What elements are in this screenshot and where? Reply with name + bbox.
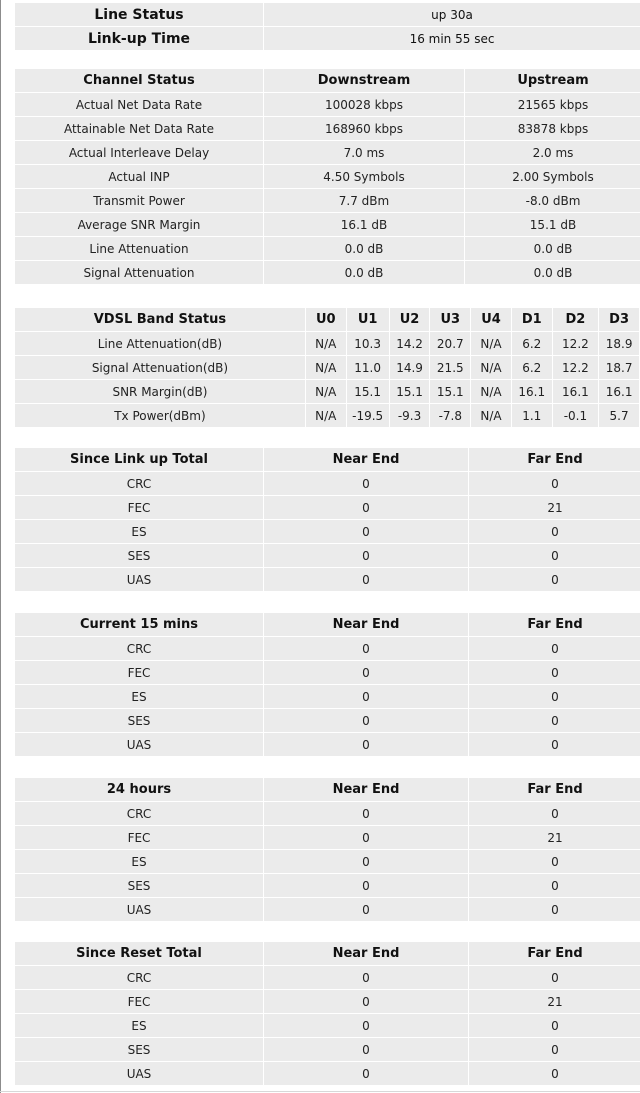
band-value-d2: 12.2 xyxy=(553,332,599,355)
counter-row xyxy=(15,850,640,873)
band-value-u3: -7.8 xyxy=(430,404,470,427)
band-header-u0: U0 xyxy=(306,308,346,331)
band-value-u0: N/A xyxy=(306,332,346,355)
counter-table-header xyxy=(15,448,640,471)
downstream-value: 16.1 dB xyxy=(264,213,464,236)
band-value-u4: N/A xyxy=(471,332,511,355)
channel-status-row xyxy=(15,93,640,116)
channel-status-row xyxy=(15,117,640,140)
band-header-u4: U4 xyxy=(471,308,511,331)
downstream-value: 7.0 ms xyxy=(264,141,464,164)
band-value-d1: 6.2 xyxy=(512,332,552,355)
band-value-d2: 16.1 xyxy=(553,380,599,403)
counter-row xyxy=(15,661,640,684)
counter-label: CRC xyxy=(15,802,263,825)
near-end-header: Near End xyxy=(264,778,468,801)
near-end-value: 0 xyxy=(264,472,468,495)
far-end-value: 0 xyxy=(469,1062,640,1085)
counter-label: UAS xyxy=(15,568,263,591)
near-end-value: 0 xyxy=(264,568,468,591)
channel-metric-label: Average SNR Margin xyxy=(15,213,263,236)
upstream-header: Upstream xyxy=(465,69,640,92)
channel-metric-label: Signal Attenuation xyxy=(15,261,263,284)
counter-label: ES xyxy=(15,850,263,873)
band-value-u4: N/A xyxy=(471,356,511,379)
near-end-header: Near End xyxy=(264,448,468,471)
line-status-table xyxy=(14,2,640,51)
band-metric-label: Signal Attenuation(dB) xyxy=(15,356,305,379)
far-end-value: 0 xyxy=(469,1038,640,1061)
current-15-mins-table xyxy=(14,612,640,757)
downstream-value: 0.0 dB xyxy=(264,261,464,284)
channel-status-header xyxy=(15,69,640,92)
channel-metric-label: Attainable Net Data Rate xyxy=(15,117,263,140)
channel-status-table xyxy=(14,68,640,285)
counter-row xyxy=(15,685,640,708)
band-metric-label: SNR Margin(dB) xyxy=(15,380,305,403)
counter-row xyxy=(15,520,640,543)
left-border xyxy=(0,0,1,1093)
counter-label: SES xyxy=(15,1038,263,1061)
far-end-value: 0 xyxy=(469,802,640,825)
vdsl-band-row xyxy=(15,332,639,355)
far-end-value: 0 xyxy=(469,709,640,732)
near-end-value: 0 xyxy=(264,496,468,519)
counter-label: UAS xyxy=(15,898,263,921)
channel-status-row xyxy=(15,237,640,260)
far-end-header: Far End xyxy=(469,942,640,965)
channel-metric-label: Actual INP xyxy=(15,165,263,188)
vdsl-band-title: VDSL Band Status xyxy=(15,308,305,331)
far-end-value: 0 xyxy=(469,685,640,708)
counter-table-title: Current 15 mins xyxy=(15,613,263,636)
counter-label: FEC xyxy=(15,990,263,1013)
band-value-u2: 14.9 xyxy=(390,356,430,379)
bottom-border xyxy=(0,1091,640,1092)
counter-label: ES xyxy=(15,520,263,543)
counter-table-title: 24 hours xyxy=(15,778,263,801)
band-value-u4: N/A xyxy=(471,404,511,427)
channel-metric-label: Actual Net Data Rate xyxy=(15,93,263,116)
counter-table-header xyxy=(15,942,640,965)
channel-status-row xyxy=(15,141,640,164)
channel-metric-label: Line Attenuation xyxy=(15,237,263,260)
link-up-time-row xyxy=(15,27,640,50)
far-end-header: Far End xyxy=(469,448,640,471)
far-end-value: 0 xyxy=(469,568,640,591)
vdsl-band-header xyxy=(15,308,639,331)
band-header-d3: D3 xyxy=(599,308,639,331)
far-end-header: Far End xyxy=(469,613,640,636)
counter-label: FEC xyxy=(15,496,263,519)
counter-label: CRC xyxy=(15,637,263,660)
channel-status-row xyxy=(15,261,640,284)
band-header-u2: U2 xyxy=(390,308,430,331)
channel-status-row xyxy=(15,165,640,188)
downstream-value: 0.0 dB xyxy=(264,237,464,260)
near-end-value: 0 xyxy=(264,733,468,756)
band-header-u1: U1 xyxy=(347,308,389,331)
band-value-u4: N/A xyxy=(471,380,511,403)
near-end-value: 0 xyxy=(264,802,468,825)
downstream-header: Downstream xyxy=(264,69,464,92)
far-end-value: 0 xyxy=(469,1014,640,1037)
near-end-header: Near End xyxy=(264,942,468,965)
band-value-d2: -0.1 xyxy=(553,404,599,427)
upstream-value: 21565 kbps xyxy=(465,93,640,116)
vdsl-band-status-table xyxy=(14,307,640,428)
near-end-value: 0 xyxy=(264,709,468,732)
vdsl-band-row xyxy=(15,404,639,427)
counter-label: CRC xyxy=(15,472,263,495)
counter-table-header xyxy=(15,613,640,636)
vdsl-band-row xyxy=(15,356,639,379)
band-value-d3: 18.7 xyxy=(599,356,639,379)
channel-status-row xyxy=(15,189,640,212)
counter-row xyxy=(15,1038,640,1061)
counter-row xyxy=(15,990,640,1013)
band-value-d2: 12.2 xyxy=(553,356,599,379)
counter-row xyxy=(15,472,640,495)
far-end-value: 0 xyxy=(469,472,640,495)
since-link-up-total-table xyxy=(14,447,640,592)
band-value-d1: 1.1 xyxy=(512,404,552,427)
counter-label: ES xyxy=(15,1014,263,1037)
link-up-time-value: 16 min 55 sec xyxy=(264,27,640,50)
far-end-value: 0 xyxy=(469,874,640,897)
vdsl-band-row xyxy=(15,380,639,403)
near-end-value: 0 xyxy=(264,661,468,684)
band-value-d1: 6.2 xyxy=(512,356,552,379)
downstream-value: 100028 kbps xyxy=(264,93,464,116)
near-end-value: 0 xyxy=(264,966,468,989)
counter-row xyxy=(15,709,640,732)
band-value-u3: 21.5 xyxy=(430,356,470,379)
near-end-header: Near End xyxy=(264,613,468,636)
far-end-value: 0 xyxy=(469,898,640,921)
counter-row xyxy=(15,826,640,849)
band-value-d3: 16.1 xyxy=(599,380,639,403)
near-end-value: 0 xyxy=(264,685,468,708)
far-end-value: 0 xyxy=(469,966,640,989)
band-value-u0: N/A xyxy=(306,356,346,379)
far-end-value: 0 xyxy=(469,850,640,873)
far-end-value: 21 xyxy=(469,990,640,1013)
upstream-value: 15.1 dB xyxy=(465,213,640,236)
counter-row xyxy=(15,802,640,825)
counter-table-title: Since Link up Total xyxy=(15,448,263,471)
channel-status-title: Channel Status xyxy=(15,69,263,92)
upstream-value: 0.0 dB xyxy=(465,237,640,260)
band-metric-label: Line Attenuation(dB) xyxy=(15,332,305,355)
band-value-d3: 18.9 xyxy=(599,332,639,355)
band-header-u3: U3 xyxy=(430,308,470,331)
upstream-value: 2.00 Symbols xyxy=(465,165,640,188)
band-header-d1: D1 xyxy=(512,308,552,331)
near-end-value: 0 xyxy=(264,1014,468,1037)
far-end-value: 21 xyxy=(469,496,640,519)
band-value-u1: -19.5 xyxy=(347,404,389,427)
near-end-value: 0 xyxy=(264,1062,468,1085)
upstream-value: 83878 kbps xyxy=(465,117,640,140)
downstream-value: 7.7 dBm xyxy=(264,189,464,212)
counter-label: ES xyxy=(15,685,263,708)
far-end-value: 0 xyxy=(469,520,640,543)
band-value-u1: 10.3 xyxy=(347,332,389,355)
far-end-value: 0 xyxy=(469,733,640,756)
band-value-u0: N/A xyxy=(306,404,346,427)
counter-label: SES xyxy=(15,544,263,567)
counter-row xyxy=(15,1062,640,1085)
band-value-u2: 14.2 xyxy=(390,332,430,355)
upstream-value: 2.0 ms xyxy=(465,141,640,164)
counter-row xyxy=(15,733,640,756)
line-status-value: up 30a xyxy=(264,3,640,26)
near-end-value: 0 xyxy=(264,1038,468,1061)
link-up-time-label: Link-up Time xyxy=(15,27,263,50)
near-end-value: 0 xyxy=(264,898,468,921)
near-end-value: 0 xyxy=(264,850,468,873)
downstream-value: 4.50 Symbols xyxy=(264,165,464,188)
near-end-value: 0 xyxy=(264,874,468,897)
near-end-value: 0 xyxy=(264,826,468,849)
counter-label: UAS xyxy=(15,1062,263,1085)
since-reset-total-table xyxy=(14,941,640,1086)
upstream-value: 0.0 dB xyxy=(465,261,640,284)
counter-row xyxy=(15,496,640,519)
channel-metric-label: Transmit Power xyxy=(15,189,263,212)
counter-row xyxy=(15,568,640,591)
near-end-value: 0 xyxy=(264,637,468,660)
band-header-d2: D2 xyxy=(553,308,599,331)
counter-row xyxy=(15,637,640,660)
near-end-value: 0 xyxy=(264,520,468,543)
counter-row xyxy=(15,898,640,921)
band-value-u0: N/A xyxy=(306,380,346,403)
downstream-value: 168960 kbps xyxy=(264,117,464,140)
counter-label: FEC xyxy=(15,826,263,849)
counter-row xyxy=(15,966,640,989)
channel-status-row xyxy=(15,213,640,236)
band-value-d1: 16.1 xyxy=(512,380,552,403)
far-end-value: 21 xyxy=(469,826,640,849)
channel-metric-label: Actual Interleave Delay xyxy=(15,141,263,164)
counter-row xyxy=(15,874,640,897)
band-value-u3: 20.7 xyxy=(430,332,470,355)
band-value-u2: 15.1 xyxy=(390,380,430,403)
counter-label: FEC xyxy=(15,661,263,684)
far-end-header: Far End xyxy=(469,778,640,801)
far-end-value: 0 xyxy=(469,637,640,660)
band-value-u2: -9.3 xyxy=(390,404,430,427)
counter-label: SES xyxy=(15,874,263,897)
upstream-value: -8.0 dBm xyxy=(465,189,640,212)
band-metric-label: Tx Power(dBm) xyxy=(15,404,305,427)
far-end-value: 0 xyxy=(469,661,640,684)
band-value-u1: 11.0 xyxy=(347,356,389,379)
near-end-value: 0 xyxy=(264,990,468,1013)
band-value-u3: 15.1 xyxy=(430,380,470,403)
line-status-row xyxy=(15,3,640,26)
24-hours-table xyxy=(14,777,640,922)
counter-row xyxy=(15,1014,640,1037)
near-end-value: 0 xyxy=(264,544,468,567)
counter-table-header xyxy=(15,778,640,801)
line-status-label: Line Status xyxy=(15,3,263,26)
counter-label: UAS xyxy=(15,733,263,756)
far-end-value: 0 xyxy=(469,544,640,567)
band-value-u1: 15.1 xyxy=(347,380,389,403)
band-value-d3: 5.7 xyxy=(599,404,639,427)
counter-table-title: Since Reset Total xyxy=(15,942,263,965)
counter-label: CRC xyxy=(15,966,263,989)
counter-row xyxy=(15,544,640,567)
counter-label: SES xyxy=(15,709,263,732)
